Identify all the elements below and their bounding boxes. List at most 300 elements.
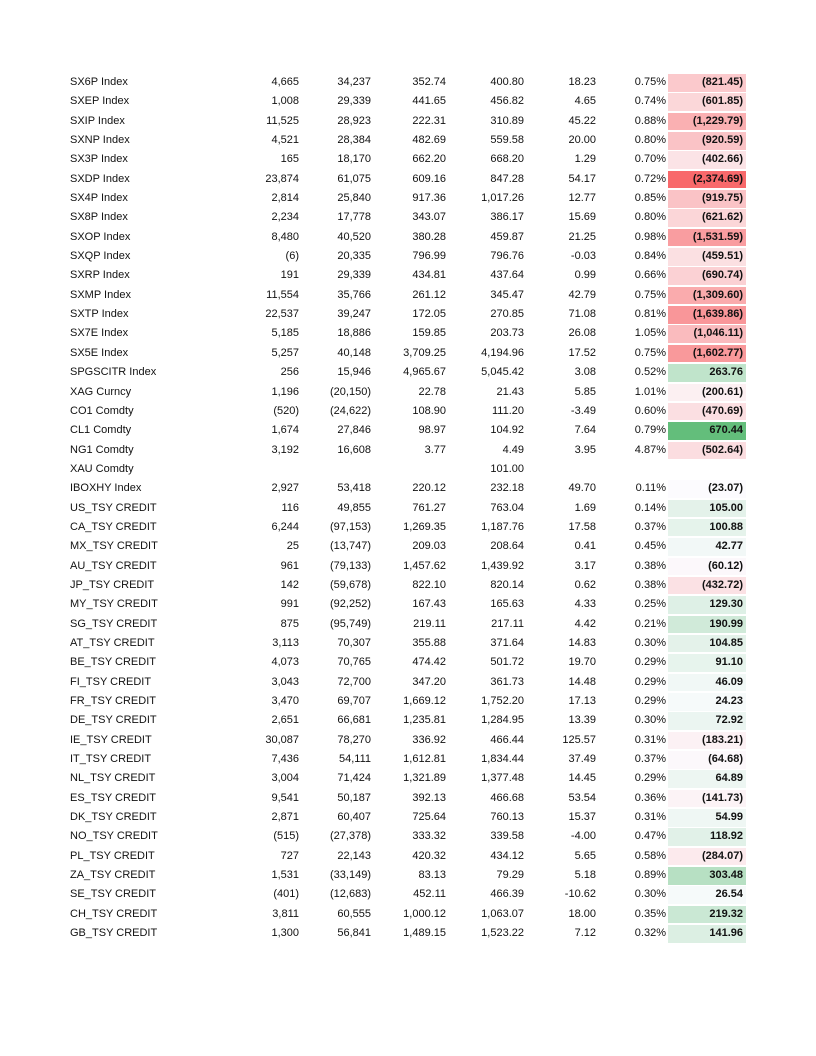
percent-cell: 1.05% [634, 327, 666, 340]
percent-cell: 0.98% [634, 230, 666, 243]
pnl-heatmap-cell: (183.21) [668, 732, 746, 750]
table-row [68, 363, 748, 382]
pnl-heatmap-cell: 105.00 [668, 500, 746, 518]
value-cell-2: 17,778 [337, 211, 371, 224]
value-cell-4: 501.72 [490, 656, 524, 669]
value-cell-4: 5,045.42 [481, 366, 524, 379]
instrument-name-cell: ES_TSY CREDIT [70, 791, 156, 804]
value-cell-3: 98.97 [418, 424, 446, 437]
value-cell-1: (515) [273, 830, 299, 843]
pnl-heatmap-cell: (1,229.79) [668, 113, 746, 131]
table-row [68, 441, 748, 460]
value-cell-3: 352.74 [412, 76, 446, 88]
instrument-name-cell: IE_TSY CREDIT [70, 733, 152, 746]
value-cell-4: 1,017.26 [481, 192, 524, 205]
value-cell-1: 23,874 [265, 172, 299, 185]
value-cell-3: 159.85 [412, 327, 446, 340]
percent-cell: 0.31% [634, 733, 666, 746]
value-cell-5: 14.48 [568, 675, 596, 688]
table-row [68, 789, 748, 808]
pnl-heatmap-cell: (1,602.77) [668, 345, 746, 363]
value-cell-1: 191 [280, 269, 299, 282]
value-cell-5: 5.65 [574, 849, 596, 862]
pnl-heatmap-cell: (64.68) [668, 751, 746, 769]
value-cell-3: 220.12 [412, 482, 446, 495]
value-cell-5: 15.37 [568, 811, 596, 824]
instrument-name-cell: DE_TSY CREDIT [70, 714, 157, 727]
percent-cell: 0.11% [635, 482, 666, 495]
value-cell-2: 29,339 [337, 269, 371, 282]
value-cell-1: 3,113 [272, 636, 299, 649]
value-cell-3: 22.78 [418, 385, 446, 398]
table-row [68, 537, 748, 556]
value-cell-3: 1,457.62 [403, 559, 446, 572]
value-cell-1: (520) [273, 404, 299, 417]
value-cell-2: 18,886 [337, 327, 371, 340]
value-cell-5: 49.70 [568, 482, 596, 495]
value-cell-1: 5,257 [271, 346, 299, 359]
value-cell-1: 1,531 [271, 869, 299, 882]
value-cell-1: 2,234 [271, 211, 299, 224]
pnl-heatmap-cell: (690.74) [668, 267, 746, 285]
value-cell-4: 79.29 [496, 869, 524, 882]
instrument-name-cell: BE_TSY CREDIT [70, 656, 156, 669]
percent-cell: 0.75% [634, 346, 666, 359]
value-cell-4: 437.64 [490, 269, 524, 282]
value-cell-5: 0.99 [574, 269, 596, 282]
value-cell-3: 917.36 [412, 192, 446, 205]
value-cell-2: 39,247 [337, 308, 371, 321]
spreadsheet-table [68, 73, 748, 943]
value-cell-5: 125.57 [562, 733, 596, 746]
pnl-heatmap-cell: (60.12) [668, 558, 746, 576]
percent-cell: 0.84% [634, 250, 666, 263]
pnl-heatmap-cell: 303.48 [668, 867, 746, 885]
instrument-name-cell: DK_TSY CREDIT [70, 811, 157, 824]
value-cell-3: 167.43 [412, 598, 446, 611]
value-cell-3: 219.11 [413, 617, 446, 630]
table-row [68, 92, 748, 111]
instrument-name-cell: NL_TSY CREDIT [70, 772, 156, 785]
percent-cell: 0.21% [634, 617, 666, 630]
instrument-name-cell: SXQP Index [70, 250, 131, 263]
table-row [68, 228, 748, 247]
value-cell-4: 371.64 [490, 636, 524, 649]
value-cell-2: 60,407 [337, 811, 371, 824]
table-row [68, 769, 748, 788]
value-cell-2: 28,384 [337, 134, 371, 147]
value-cell-1: 165 [280, 153, 299, 166]
value-cell-2: 18,170 [337, 153, 371, 166]
value-cell-1: 11,554 [266, 288, 299, 301]
table-row [68, 576, 748, 595]
pnl-heatmap-cell: 46.09 [668, 674, 746, 692]
value-cell-2: 22,143 [337, 849, 371, 862]
value-cell-3: 1,321.89 [403, 772, 446, 785]
table-row [68, 479, 748, 498]
pnl-heatmap-cell: (459.51) [668, 248, 746, 266]
value-cell-3: 333.32 [412, 830, 446, 843]
value-cell-5: 18.23 [568, 76, 596, 88]
value-cell-2: (92,252) [330, 598, 371, 611]
table-row [68, 750, 748, 769]
pnl-heatmap-cell: (621.62) [668, 209, 746, 227]
value-cell-3: 261.12 [412, 288, 446, 301]
value-cell-2: (27,378) [330, 830, 371, 843]
value-cell-4: 21.43 [496, 385, 524, 398]
value-cell-1: 142 [280, 578, 299, 591]
percent-cell: 0.52% [634, 366, 666, 379]
value-cell-4: 434.12 [490, 849, 524, 862]
value-cell-5: 0.62 [574, 578, 596, 591]
value-cell-3: 662.20 [412, 153, 446, 166]
value-cell-2: 71,424 [337, 772, 371, 785]
value-cell-1: 4,665 [271, 76, 299, 88]
pnl-heatmap-cell: 42.77 [668, 538, 746, 556]
percent-cell: 0.14% [634, 501, 666, 514]
pnl-heatmap-cell: (1,046.11) [668, 325, 746, 343]
instrument-name-cell: SXRP Index [70, 269, 130, 282]
instrument-name-cell: SX7E Index [70, 327, 129, 340]
pnl-heatmap-cell: 118.92 [668, 828, 746, 846]
instrument-name-cell: JP_TSY CREDIT [70, 578, 155, 591]
pnl-heatmap-cell: (601.85) [668, 93, 746, 111]
instrument-name-cell: SX8P Index [70, 211, 128, 224]
percent-cell: 0.80% [634, 134, 666, 147]
percent-cell: 0.79% [634, 424, 666, 437]
value-cell-4: 466.39 [490, 888, 524, 901]
value-cell-5: 54.17 [568, 172, 596, 185]
value-cell-4: 1,834.44 [481, 753, 524, 766]
value-cell-4: 386.17 [490, 211, 524, 224]
value-cell-3: 392.13 [412, 791, 446, 804]
value-cell-1: 7,436 [271, 753, 299, 766]
pnl-heatmap-cell: (1,639.86) [668, 306, 746, 324]
instrument-name-cell: MX_TSY CREDIT [70, 540, 158, 553]
percent-cell: 0.30% [634, 888, 666, 901]
percent-cell: 0.36% [634, 791, 666, 804]
percent-cell: 0.37% [634, 753, 666, 766]
instrument-name-cell: SXEP Index [70, 95, 130, 108]
instrument-name-cell: SXDP Index [70, 172, 130, 185]
value-cell-3: 434.81 [412, 269, 446, 282]
percent-cell: 4.87% [634, 443, 666, 456]
value-cell-4: 165.63 [490, 598, 524, 611]
instrument-name-cell: SE_TSY CREDIT [70, 888, 156, 901]
value-cell-4: 820.14 [490, 578, 524, 591]
value-cell-5: 4.42 [574, 617, 596, 630]
value-cell-5: 19.70 [568, 656, 596, 669]
value-cell-4: 339.58 [490, 830, 524, 843]
value-cell-3: 420.32 [412, 849, 446, 862]
table-row [68, 402, 748, 421]
value-cell-1: 1,674 [271, 424, 299, 437]
value-cell-5: 7.12 [574, 927, 596, 940]
pnl-heatmap-cell: 26.54 [668, 886, 746, 904]
percent-cell: 0.29% [634, 695, 666, 707]
pnl-heatmap-cell [668, 461, 746, 479]
instrument-name-cell: CO1 Comdty [70, 404, 134, 417]
percent-cell: 1.01% [634, 385, 666, 398]
value-cell-2: (79,133) [330, 559, 371, 572]
value-cell-4: 1,439.92 [481, 559, 524, 572]
pnl-heatmap-cell: (1,531.59) [668, 229, 746, 247]
value-cell-3: 380.28 [412, 230, 446, 243]
value-cell-5: 13.39 [568, 714, 596, 727]
value-cell-2: 27,846 [337, 424, 371, 437]
percent-cell: 0.89% [634, 869, 666, 882]
instrument-name-cell: CA_TSY CREDIT [70, 520, 157, 533]
value-cell-2: 53,418 [337, 482, 371, 495]
value-cell-1: 2,814 [271, 192, 299, 205]
value-cell-4: 1,752.20 [481, 695, 524, 707]
value-cell-1: 4,521 [271, 134, 299, 147]
value-cell-1: 1,300 [271, 927, 299, 940]
percent-cell: 0.29% [634, 675, 666, 688]
value-cell-3: 1,000.12 [403, 907, 446, 920]
value-cell-2: 61,075 [337, 172, 371, 185]
value-cell-2: 25,840 [337, 192, 371, 205]
pnl-heatmap-cell: 141.96 [668, 925, 746, 943]
pnl-heatmap-cell: 670.44 [668, 422, 746, 440]
instrument-name-cell: NO_TSY CREDIT [70, 830, 158, 843]
table-row [68, 73, 748, 92]
value-cell-4: 345.47 [490, 288, 524, 301]
pnl-heatmap-cell: (23.07) [668, 480, 746, 498]
value-cell-2: (59,678) [330, 578, 371, 591]
value-cell-4: 400.80 [490, 76, 524, 88]
instrument-name-cell: SX5E Index [70, 346, 129, 359]
value-cell-5: 21.25 [568, 230, 596, 243]
value-cell-3: 482.69 [412, 134, 446, 147]
value-cell-2: (97,153) [330, 520, 371, 533]
value-cell-3: 108.90 [412, 404, 446, 417]
table-row [68, 150, 748, 169]
table-row [68, 615, 748, 634]
value-cell-1: (401) [273, 888, 299, 901]
instrument-name-cell: FR_TSY CREDIT [70, 695, 156, 707]
pnl-heatmap-cell: (141.73) [668, 790, 746, 808]
instrument-name-cell: SX3P Index [70, 153, 128, 166]
pnl-heatmap-cell: 219.32 [668, 906, 746, 924]
instrument-name-cell: AU_TSY CREDIT [70, 559, 157, 572]
percent-cell: 0.35% [634, 907, 666, 920]
table-row [68, 383, 748, 402]
value-cell-3: 474.42 [412, 656, 446, 669]
value-cell-1: 991 [280, 598, 299, 611]
value-cell-5: 1.69 [574, 501, 596, 514]
table-row [68, 324, 748, 343]
table-row [68, 344, 748, 363]
percent-cell: 0.38% [634, 578, 666, 591]
value-cell-1: 2,871 [271, 811, 299, 824]
value-cell-1: 11,525 [266, 114, 299, 127]
value-cell-2: 69,707 [337, 695, 371, 707]
value-cell-5: 5.85 [574, 385, 596, 398]
instrument-name-cell: SX4P Index [70, 192, 128, 205]
instrument-name-cell: GB_TSY CREDIT [70, 927, 158, 940]
value-cell-5: 4.65 [574, 95, 596, 108]
value-cell-4: 104.92 [490, 424, 524, 437]
value-cell-1: 5,185 [271, 327, 299, 340]
percent-cell: 0.37% [634, 520, 666, 533]
value-cell-4: 1,063.07 [481, 907, 524, 920]
instrument-name-cell: SXTP Index [70, 308, 129, 321]
value-cell-5: 15.69 [568, 211, 596, 224]
value-cell-5: 20.00 [568, 134, 596, 147]
value-cell-3: 355.88 [412, 636, 446, 649]
value-cell-4: 456.82 [490, 95, 524, 108]
value-cell-3: 822.10 [412, 578, 446, 591]
percent-cell: 0.45% [634, 540, 666, 553]
value-cell-1: 4,073 [271, 656, 299, 669]
value-cell-2: 15,946 [337, 366, 371, 379]
instrument-name-cell: US_TSY CREDIT [70, 501, 157, 514]
value-cell-3: 4,965.67 [403, 366, 446, 379]
value-cell-4: 1,523.22 [481, 927, 524, 940]
value-cell-4: 310.89 [490, 114, 524, 127]
value-cell-2: 49,855 [337, 501, 371, 514]
value-cell-5: -0.03 [570, 250, 596, 263]
value-cell-4: 847.28 [490, 172, 524, 185]
percent-cell: 0.85% [634, 192, 666, 205]
value-cell-3: 761.27 [412, 501, 446, 514]
value-cell-2: 20,335 [337, 250, 371, 263]
percent-cell: 0.38% [634, 559, 666, 572]
value-cell-1: 3,043 [271, 675, 299, 688]
value-cell-3: 441.65 [412, 95, 446, 108]
value-cell-1: 3,470 [271, 695, 299, 707]
value-cell-2: 34,237 [337, 76, 371, 88]
table-row [68, 711, 748, 730]
value-cell-2: 70,765 [337, 656, 371, 669]
value-cell-2: 28,923 [337, 114, 371, 127]
value-cell-3: 336.92 [412, 733, 446, 746]
value-cell-4: 203.73 [490, 327, 524, 340]
pnl-heatmap-cell: 129.30 [668, 596, 746, 614]
pnl-heatmap-cell: (821.45) [668, 74, 746, 92]
table-row [68, 499, 748, 518]
pnl-heatmap-cell: 54.99 [668, 809, 746, 827]
table-row [68, 847, 748, 866]
value-cell-5: 37.49 [568, 753, 596, 766]
value-cell-1: 875 [280, 617, 299, 630]
instrument-name-cell: NG1 Comdty [70, 443, 134, 456]
value-cell-2: 16,608 [337, 443, 371, 456]
table-row [68, 866, 748, 885]
instrument-name-cell: PL_TSY CREDIT [70, 849, 155, 862]
value-cell-4: 232.18 [490, 482, 524, 495]
instrument-name-cell: MY_TSY CREDIT [70, 598, 158, 611]
table-row [68, 924, 748, 943]
value-cell-3: 83.13 [418, 869, 446, 882]
value-cell-3: 222.31 [412, 114, 446, 127]
value-cell-2: 29,339 [337, 95, 371, 108]
value-cell-1: (6) [285, 250, 299, 263]
pnl-heatmap-cell: (402.66) [668, 151, 746, 169]
pnl-heatmap-cell: (920.59) [668, 132, 746, 150]
value-cell-1: 3,811 [272, 907, 299, 920]
value-cell-4: 559.58 [490, 134, 524, 147]
value-cell-4: 270.85 [490, 308, 524, 321]
table-row [68, 305, 748, 324]
value-cell-3: 609.16 [412, 172, 446, 185]
percent-cell: 0.72% [634, 172, 666, 185]
value-cell-1: 961 [280, 559, 299, 572]
table-row [68, 170, 748, 189]
value-cell-2: 40,520 [337, 230, 371, 243]
percent-cell: 0.70% [634, 153, 666, 166]
value-cell-2: 35,766 [337, 288, 371, 301]
pnl-heatmap-cell: 263.76 [668, 364, 746, 382]
percent-cell: 0.75% [634, 288, 666, 301]
value-cell-5: -4.00 [570, 830, 596, 843]
pnl-heatmap-cell: (502.64) [668, 442, 746, 460]
value-cell-2: 56,841 [337, 927, 371, 940]
value-cell-2: (12,683) [330, 888, 371, 901]
value-cell-4: 466.44 [490, 733, 524, 746]
percent-cell: 0.30% [634, 714, 666, 727]
value-cell-1: 3,004 [271, 772, 299, 785]
instrument-name-cell: FI_TSY CREDIT [70, 675, 152, 688]
value-cell-3: 1,235.81 [403, 714, 446, 727]
table-row [68, 905, 748, 924]
value-cell-3: 1,269.35 [403, 520, 446, 533]
percent-cell: 0.32% [634, 927, 666, 940]
table-row [68, 189, 748, 208]
instrument-name-cell: SXOP Index [70, 230, 131, 243]
value-cell-3: 172.05 [412, 308, 446, 321]
instrument-name-cell: XAU Comdty [70, 462, 134, 475]
percent-cell: 0.25% [634, 598, 666, 611]
instrument-name-cell: SXIP Index [70, 114, 125, 127]
value-cell-2: (95,749) [330, 617, 371, 630]
value-cell-5: 26.08 [568, 327, 596, 340]
value-cell-3: 343.07 [412, 211, 446, 224]
value-cell-5: -3.49 [570, 404, 596, 417]
value-cell-5: 3.95 [574, 443, 596, 456]
value-cell-3: 1,669.12 [403, 695, 446, 707]
percent-cell: 0.29% [634, 772, 666, 785]
value-cell-2: 50,187 [337, 791, 371, 804]
table-row [68, 421, 748, 440]
percent-cell: 0.47% [634, 830, 666, 843]
value-cell-5: 45.22 [568, 114, 596, 127]
value-cell-4: 217.11 [491, 617, 524, 630]
value-cell-5: 18.00 [568, 907, 596, 920]
value-cell-2: (33,149) [330, 869, 371, 882]
instrument-name-cell: CH_TSY CREDIT [70, 907, 158, 920]
pnl-heatmap-cell: 64.89 [668, 770, 746, 788]
value-cell-1: 116 [281, 501, 299, 514]
value-cell-3: 725.64 [412, 811, 446, 824]
table-row [68, 827, 748, 846]
table-row [68, 131, 748, 150]
value-cell-4: 668.20 [490, 153, 524, 166]
instrument-name-cell: ZA_TSY CREDIT [70, 869, 156, 882]
value-cell-4: 208.64 [490, 540, 524, 553]
value-cell-1: 22,537 [265, 308, 299, 321]
value-cell-1: 1,196 [271, 385, 299, 398]
table-row [68, 673, 748, 692]
value-cell-3: 3,709.25 [403, 346, 446, 359]
value-cell-5: 71.08 [568, 308, 596, 321]
instrument-name-cell: IT_TSY CREDIT [70, 753, 152, 766]
instrument-name-cell: SG_TSY CREDIT [70, 617, 158, 630]
value-cell-5: 5.18 [574, 869, 596, 882]
value-cell-5: 0.41 [574, 540, 596, 553]
instrument-name-cell: SXMP Index [70, 288, 131, 301]
